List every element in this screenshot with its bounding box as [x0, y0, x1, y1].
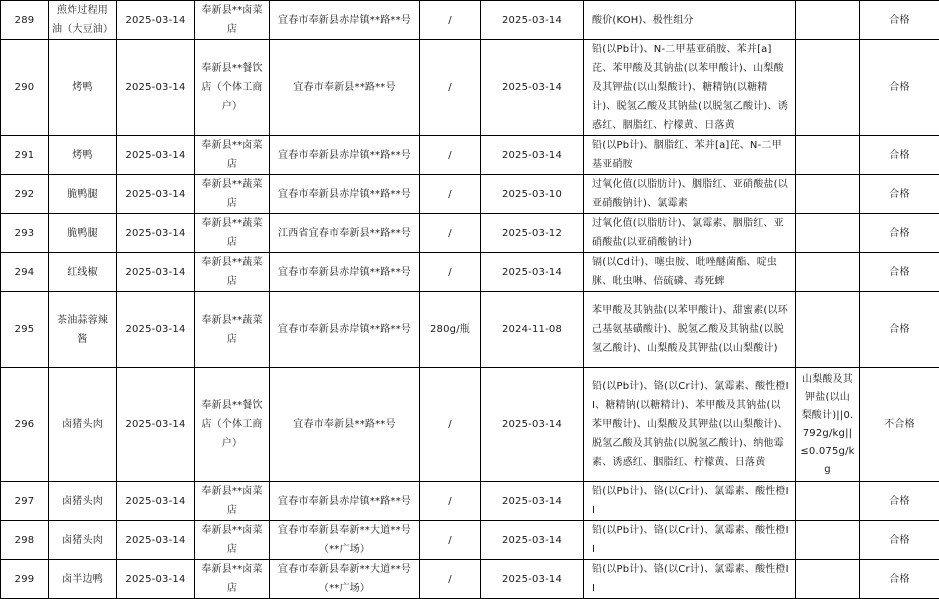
production-date-cell: 2025-03-14 [481, 253, 584, 292]
table-row [1, 253, 939, 292]
food-name-cell: 煎炸过程用油（大豆油） [49, 1, 117, 40]
nonconforming-note-cell [796, 253, 860, 292]
result-cell: 合格 [860, 521, 939, 560]
result-cell: 合格 [860, 1, 939, 40]
table-row [1, 368, 939, 482]
nonconforming-note-cell [796, 482, 860, 521]
production-date-cell: 2025-03-14 [481, 40, 584, 136]
inspection-items-cell: 铅(以Pb计)、N-二甲基亚硝胺、苯并[a]芘、苯甲酸及其钠盐(以苯甲酸计)、山梨酸及其钾盐(以山梨酸计)、糖精钠(以糖精计)、脱氢乙酸及其钠盐(以脱氢乙酸计)、诱惑红、胭脂红、柠檬黄、日落黄 [584, 40, 796, 136]
result-cell: 合格 [860, 175, 939, 214]
result-cell: 不合格 [860, 368, 939, 482]
production-date-cell: 2025-03-14 [481, 136, 584, 175]
table-body [1, 1, 939, 599]
nonconforming-note-cell [796, 292, 860, 368]
sampling-date-cell: 2025-03-14 [117, 560, 195, 599]
inspection-items-cell: 铅(以Pb计)、铬(以Cr计)、氯霉素、酸性橙II [584, 482, 796, 521]
specification-cell: / [420, 253, 481, 292]
production-date-cell: 2025-03-14 [481, 521, 584, 560]
unit-address-cell: 江西省宜春市奉新县**路**号 [270, 214, 420, 253]
food-name-cell: 脆鸭腿 [49, 214, 117, 253]
row-number-cell: 297 [1, 482, 49, 521]
result-cell: 合格 [860, 136, 939, 175]
inspection-items-cell: 过氧化值(以脂肪计)、氯霉素、胭脂红、亚硝酸盐(以亚硝酸钠计) [584, 214, 796, 253]
sampled-unit-cell: 奉新县**卤菜店 [195, 136, 270, 175]
inspection-items-cell: 镉(以Cd计)、噻虫胺、吡唑醚菌酯、啶虫脒、吡虫啉、倍硫磷、毒死蜱 [584, 253, 796, 292]
table-row [1, 175, 939, 214]
specification-cell: / [420, 214, 481, 253]
result-cell: 合格 [860, 214, 939, 253]
food-name-cell: 卤猪头肉 [49, 368, 117, 482]
specification-cell: / [420, 482, 481, 521]
sampling-date-cell: 2025-03-14 [117, 521, 195, 560]
nonconforming-note-cell [796, 40, 860, 136]
nonconforming-note-cell [796, 1, 860, 40]
table-row [1, 521, 939, 560]
inspection-items-cell: 过氧化值(以脂肪计)、胭脂红、亚硝酸盐(以亚硝酸钠计)、氯霉素 [584, 175, 796, 214]
result-cell: 合格 [860, 560, 939, 599]
food-name-cell: 烤鸭 [49, 40, 117, 136]
sampled-unit-cell: 奉新县**蔬菜店 [195, 214, 270, 253]
unit-address-cell: 宜春市奉新县奉新**大道**号（**广场） [270, 560, 420, 599]
specification-cell: / [420, 1, 481, 40]
unit-address-cell: 宜春市奉新县赤岸镇**路**号 [270, 482, 420, 521]
sampled-unit-cell: 奉新县**蔬菜店 [195, 175, 270, 214]
sampled-unit-cell: 奉新县**蔬菜店 [195, 292, 270, 368]
production-date-cell: 2025-03-14 [481, 482, 584, 521]
inspection-items-cell: 铅(以Pb计)、铬(以Cr计)、氯霉素、酸性橙II [584, 521, 796, 560]
unit-address-cell: 宜春市奉新县赤岸镇**路**号 [270, 253, 420, 292]
row-number-cell: 289 [1, 1, 49, 40]
sampling-date-cell: 2025-03-14 [117, 214, 195, 253]
inspection-items-cell: 铅(以Pb计)、胭脂红、苯并[a]芘、N-二甲基亚硝胺 [584, 136, 796, 175]
unit-address-cell: 宜春市奉新县赤岸镇**路**号 [270, 136, 420, 175]
row-number-cell: 291 [1, 136, 49, 175]
row-number-cell: 294 [1, 253, 49, 292]
sampled-unit-cell: 奉新县**餐饮店（个体工商户） [195, 368, 270, 482]
nonconforming-note-cell [796, 175, 860, 214]
sampled-unit-cell: 奉新县**卤菜店 [195, 521, 270, 560]
sampling-date-cell: 2025-03-14 [117, 1, 195, 40]
inspection-items-cell: 铅(以Pb计)、铬(以Cr计)、氯霉素、酸性橙II [584, 560, 796, 599]
sampled-unit-cell: 奉新县**餐饮店（个体工商户） [195, 40, 270, 136]
sampling-date-cell: 2025-03-14 [117, 40, 195, 136]
sampled-unit-cell: 奉新县**卤菜店 [195, 1, 270, 40]
nonconforming-note-cell: 山梨酸及其钾盐(以山梨酸计)||0.792g/kg||≤0.075g/kg [796, 368, 860, 482]
table-row [1, 482, 939, 521]
unit-address-cell: 宜春市奉新县**路**号 [270, 40, 420, 136]
sampling-date-cell: 2025-03-14 [117, 482, 195, 521]
inspection-items-cell: 铅(以Pb计)、铬(以Cr计)、氯霉素、酸性橙II、糖精钠(以糖精计)、苯甲酸及其钠盐(以苯甲酸计)、山梨酸及其钾盐(以山梨酸计)、脱氢乙酸及其钠盐(以脱氢乙酸计)、纳他霉素、诱惑红、胭脂红、柠檬黄、日落黄 [584, 368, 796, 482]
nonconforming-note-cell [796, 136, 860, 175]
row-number-cell: 292 [1, 175, 49, 214]
row-number-cell: 296 [1, 368, 49, 482]
row-number-cell: 298 [1, 521, 49, 560]
sampling-date-cell: 2025-03-14 [117, 368, 195, 482]
nonconforming-note-cell [796, 560, 860, 599]
result-cell: 合格 [860, 40, 939, 136]
food-name-cell: 脆鸭腿 [49, 175, 117, 214]
sampling-date-cell: 2025-03-14 [117, 292, 195, 368]
specification-cell: / [420, 40, 481, 136]
specification-cell: / [420, 560, 481, 599]
table-row [1, 136, 939, 175]
production-date-cell: 2024-11-08 [481, 292, 584, 368]
table-row [1, 1, 939, 40]
specification-cell: / [420, 175, 481, 214]
inspection-items-cell: 苯甲酸及其钠盐(以苯甲酸计)、甜蜜素(以环己基氨基磺酸计)、脱氢乙酸及其钠盐(以脱氢乙酸计)、山梨酸及其钾盐(以山梨酸计) [584, 292, 796, 368]
sampling-date-cell: 2025-03-14 [117, 175, 195, 214]
row-number-cell: 299 [1, 560, 49, 599]
food-name-cell: 茶油蒜蓉辣酱 [49, 292, 117, 368]
specification-cell: / [420, 368, 481, 482]
production-date-cell: 2025-03-14 [481, 1, 584, 40]
food-name-cell: 红线椒 [49, 253, 117, 292]
inspection-items-cell: 酸价(KOH)、极性组分 [584, 1, 796, 40]
table-row [1, 214, 939, 253]
production-date-cell: 2025-03-12 [481, 214, 584, 253]
specification-cell: 280g/瓶 [420, 292, 481, 368]
food-name-cell: 卤猪头肉 [49, 482, 117, 521]
sampling-date-cell: 2025-03-14 [117, 253, 195, 292]
unit-address-cell: 宜春市奉新县**路**号 [270, 368, 420, 482]
result-cell: 合格 [860, 253, 939, 292]
sampling-date-cell: 2025-03-14 [117, 136, 195, 175]
table-row [1, 560, 939, 599]
unit-address-cell: 宜春市奉新县赤岸镇**路**号 [270, 175, 420, 214]
result-cell: 合格 [860, 482, 939, 521]
unit-address-cell: 宜春市奉新县奉新**大道**号（**广场） [270, 521, 420, 560]
unit-address-cell: 宜春市奉新县赤岸镇**路**号 [270, 1, 420, 40]
row-number-cell: 290 [1, 40, 49, 136]
specification-cell: / [420, 521, 481, 560]
row-number-cell: 293 [1, 214, 49, 253]
table-row [1, 292, 939, 368]
food-name-cell: 卤猪头肉 [49, 521, 117, 560]
production-date-cell: 2025-03-10 [481, 175, 584, 214]
unit-address-cell: 宜春市奉新县赤岸镇**路**号 [270, 292, 420, 368]
sampled-unit-cell: 奉新县**卤菜店 [195, 560, 270, 599]
sampled-unit-cell: 奉新县**卤菜店 [195, 482, 270, 521]
result-cell: 合格 [860, 292, 939, 368]
nonconforming-note-cell [796, 214, 860, 253]
nonconforming-note-cell [796, 521, 860, 560]
food-name-cell: 烤鸭 [49, 136, 117, 175]
production-date-cell: 2025-03-14 [481, 560, 584, 599]
sampled-unit-cell: 奉新县**蔬菜店 [195, 253, 270, 292]
specification-cell: / [420, 136, 481, 175]
production-date-cell: 2025-03-14 [481, 368, 584, 482]
row-number-cell: 295 [1, 292, 49, 368]
food-name-cell: 卤半边鸭 [49, 560, 117, 599]
table-row [1, 40, 939, 136]
